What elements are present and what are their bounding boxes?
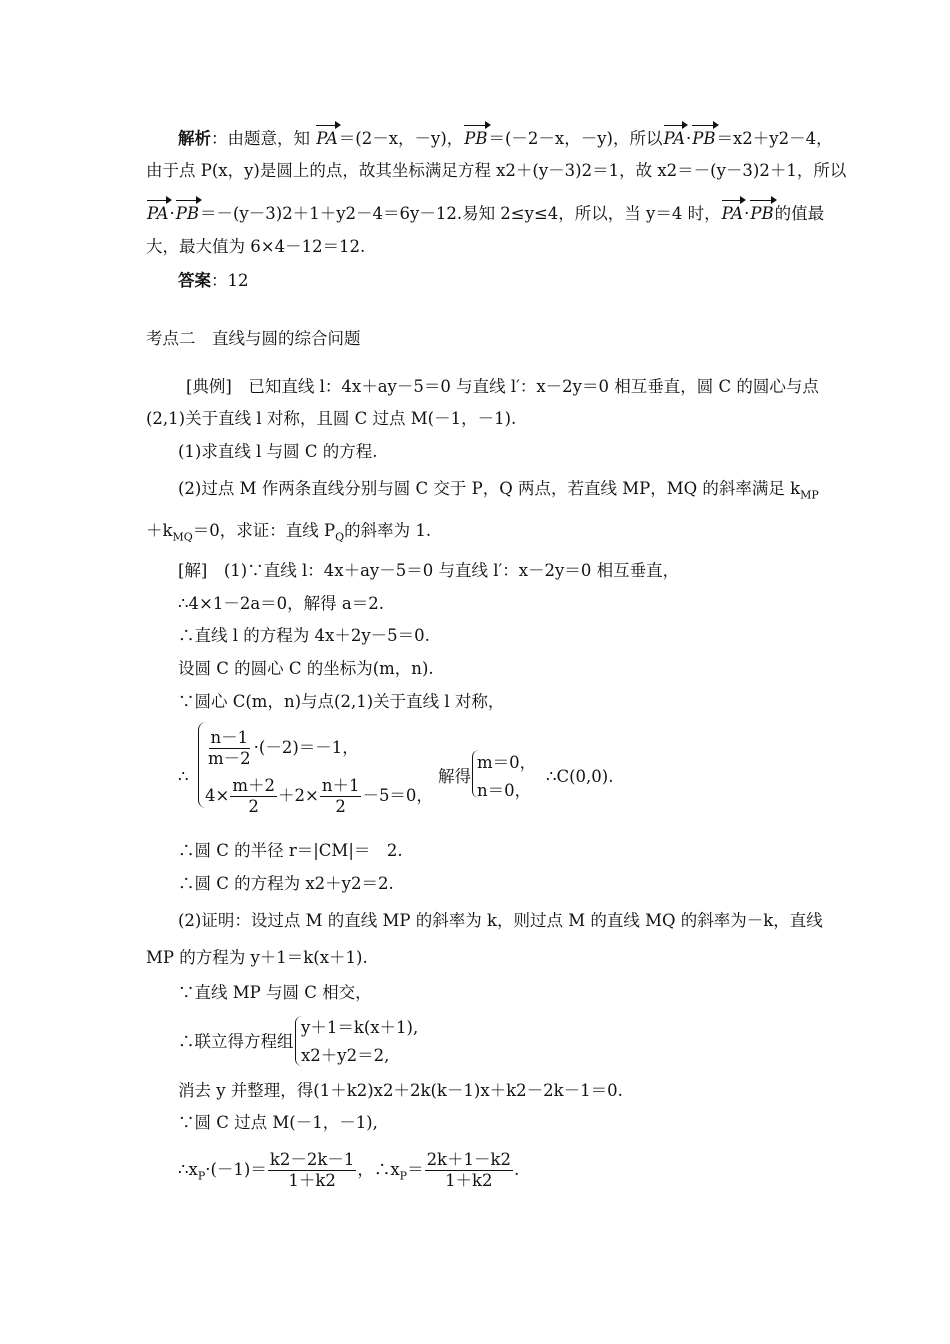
vector-pb: PB xyxy=(692,129,716,148)
solution-m: m＝0， xyxy=(477,753,537,772)
system-eq-1: y＋1＝k(x＋1), xyxy=(301,1018,419,1037)
answer-value: ：12 xyxy=(211,271,249,290)
vector-pa: PA xyxy=(663,129,686,148)
step-7: ∴圆 C 的方程为 x2＋y2＝2. xyxy=(178,874,394,893)
solution-line-2: 由于点 P(x，y)是圆上的点，故其坐标满足方程 x2＋(y－3)2＝1，故 x2＝－(y－3)2＋1，所以 xyxy=(146,161,847,180)
step-6: ∴圆 C 的半径 r＝|CM|＝ 2. xyxy=(178,841,403,860)
example-line-4: (2)过点 M 作两条直线分别与圆 C 交于 P，Q 两点，若直线 MP，MQ 的斜率满足 $k_{MP}$ xyxy=(178,479,819,502)
analysis-label: 解析 xyxy=(178,129,211,148)
fraction: $\frac{k2-2k-1}{1+k2}$ xyxy=(269,1150,355,1190)
fraction: $\frac{m+2}{2}$ xyxy=(232,776,275,816)
vector-pa: PA xyxy=(147,204,169,223)
vector-pb: PB xyxy=(175,204,199,223)
part2-line-1: (2)证明：设过点 M 的直线 MP 的斜率为 k，则过点 M 的直线 MQ 的斜率为－k，直线 xyxy=(178,911,823,930)
step-2: ∴4×1－2a＝0，解得 a＝2. xyxy=(178,594,384,613)
fraction: $\frac{2k+1-k2}{1+k2}$ xyxy=(426,1150,512,1190)
vector-pb: PB xyxy=(464,129,488,148)
vector-pa: PA xyxy=(316,129,338,148)
solution-n: n＝0， xyxy=(477,781,532,800)
part2-line-5: 消去 y 并整理，得(1＋k2)x2＋2k(k－1)x＋k2－2k－1＝0. xyxy=(178,1081,623,1100)
step-1: [解] (1)∵直线 l：4x＋ay－5＝0 与直线 l′：x－2y＝0 相互垂直， xyxy=(178,561,680,580)
section-heading: 考点二 直线与圆的综合问题 xyxy=(146,329,361,348)
vector-pa: PA xyxy=(721,204,744,223)
step-5: ∵圆心 C(m，n)与点(2,1)关于直线 l 对称， xyxy=(178,692,505,711)
part2-line-6: ∵圆 C 过点 M(－1，－1), xyxy=(178,1113,378,1132)
answer-label: 答案 xyxy=(178,271,211,290)
example-line-5: $+k_{MQ}=0$，求证：直线 $P_Q$的斜率为 1. xyxy=(146,521,432,544)
part2-line-3: ∵直线 MP 与圆 C 相交， xyxy=(178,983,372,1002)
fraction: $\frac{n-1}{m-2}$ xyxy=(208,728,251,768)
step-4: 设圆 C 的圆心 C 的坐标为(m，n). xyxy=(178,659,434,678)
solve-label: 解得 xyxy=(438,767,471,786)
system-equation-2: 4× $\frac{m+2}{2}$ ＋2× $\frac{n+1}{2}$ －5＝0， xyxy=(205,776,433,816)
system-equation-1: $\frac{n-1}{m-2}$ ·(－2)＝－1， xyxy=(208,728,359,768)
part2-line-2: MP 的方程为 y＋1＝k(x＋1). xyxy=(146,948,368,967)
system-eq-2: x2＋y2＝2, xyxy=(301,1046,390,1065)
part2-line-7: $\therefore x_P\cdot(-1)=$ $\frac{k2-2k-1}{1+k2}$ ，$\therefore x_P=$ $\frac{2k+1-k2}{1+k2}$ . xyxy=(178,1150,520,1190)
part2-line-4: ∴联立得方程组 xyxy=(178,1032,294,1051)
system-therefore: ∴ xyxy=(178,767,189,786)
answer-line xyxy=(178,270,249,292)
fraction: $\frac{n+1}{2}$ xyxy=(321,776,360,816)
center-result: ∴C(0,0). xyxy=(546,767,614,786)
solution-line-1: 解析：由题意，知 PA＝(2－x，－y)，PB＝(－2－x，－y)，所以PA·PB＝x2＋y2－4， xyxy=(178,129,833,148)
solution-line-4: 大，最大值为 6×4－12＝12. xyxy=(146,237,366,256)
example-line-2: (2,1)关于直线 l 对称，且圆 C 过点 M(－1，－1). xyxy=(146,409,517,428)
step-3: ∴直线 l 的方程为 4x＋2y－5＝0. xyxy=(178,626,430,645)
vector-pb: PB xyxy=(750,204,774,223)
solution-line-3: PA·PB＝－(y－3)2＋1＋y2－4＝6y－12.易知 2≤y≤4，所以，当 y＝4 时，PA·PB的值最 xyxy=(147,204,825,223)
example-line-3: (1)求直线 l 与圆 C 的方程. xyxy=(178,442,378,461)
example-line-1: [典例] 已知直线 l：4x＋ay－5＝0 与直线 l′：x－2y＝0 相互垂直，圆 C 的圆心与点 xyxy=(186,377,819,396)
